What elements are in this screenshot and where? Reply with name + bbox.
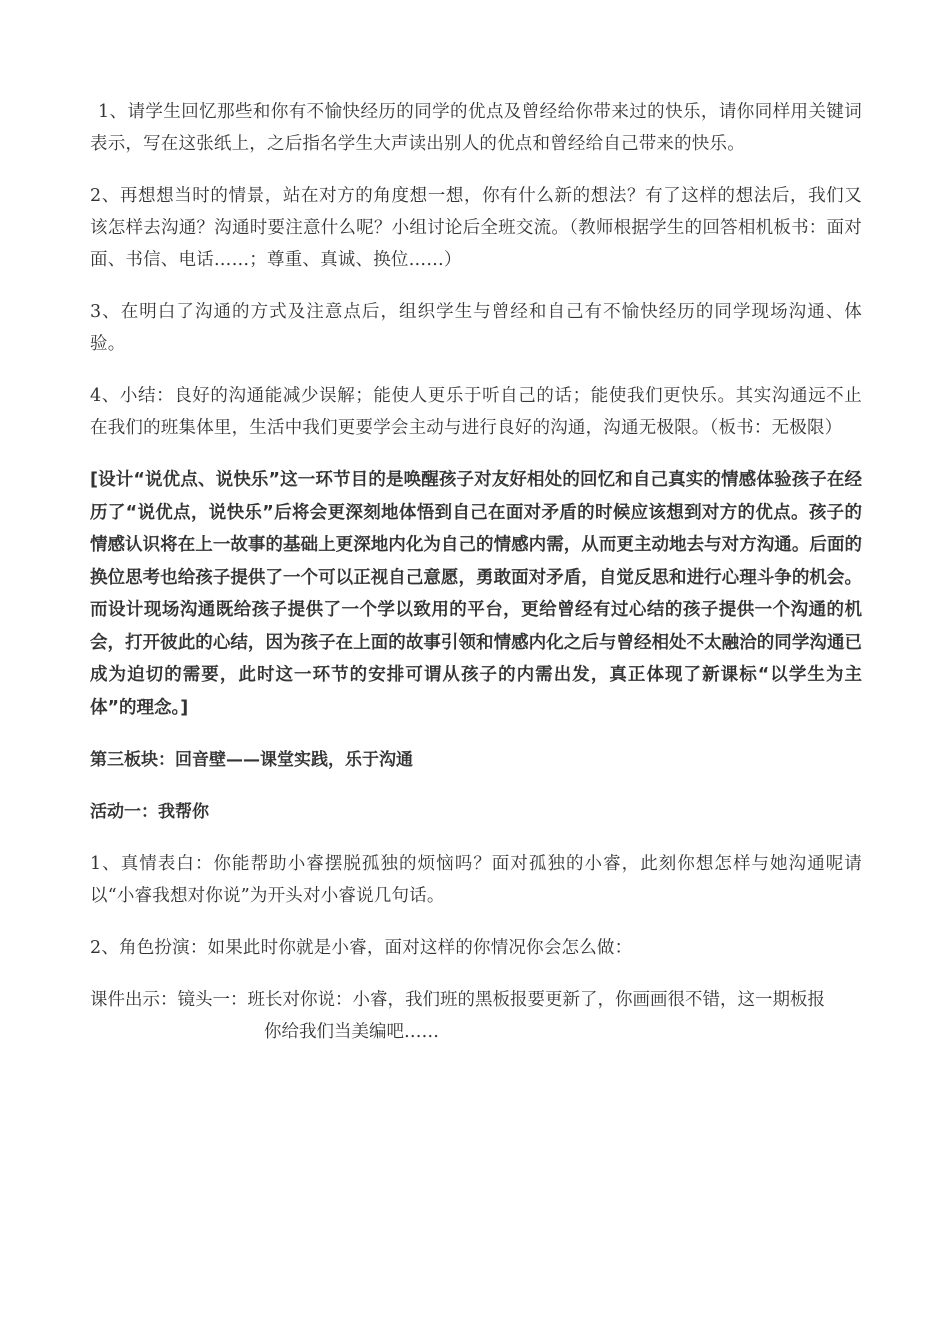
paragraph-4: 4、小结：良好的沟通能减少误解；能使人更乐于听自己的话；能使我们更快乐。其实沟通远不止在我们的班集体里，生活中我们更要学会主动与进行良好的沟通，沟通无极限。（板书：无极限） bbox=[90, 386, 862, 438]
document-page bbox=[90, 96, 862, 1048]
section-heading: 第三板块：回音壁——课堂实践，乐于沟通 bbox=[90, 750, 413, 770]
activity-item-1: 1、真情表白：你能帮助小睿摆脱孤独的烦恼吗？面对孤独的小睿，此刻你想怎样与她沟通呢请以“小睿我想对你说”为开头对小睿说几句话。 bbox=[90, 854, 862, 906]
courseware-line-2: 你给我们当美编吧…… bbox=[264, 1022, 439, 1042]
paragraph-2: 2、再想想当时的情景，站在对方的角度想一想，你有什么新的想法？有了这样的想法后，我们又该怎样去沟通？沟通时要注意什么呢？小组讨论后全班交流。（教师根据学生的回答相机板书：面对面、书信、电话……；尊重、真诚、换位……） bbox=[90, 186, 862, 270]
paragraph-1: 1、请学生回忆那些和你有不愉快经历的同学的优点及曾经给你带来过的快乐，请你同样用关键词表示，写在这张纸上，之后指名学生大声读出别人的优点和曾经给自己带来的快乐。 bbox=[90, 102, 862, 154]
activity-heading: 活动一：我帮你 bbox=[90, 802, 209, 822]
design-note: [设计“说优点、说快乐”这一环节目的是唤醒孩子对友好相处的回忆和自己真实的情感体验孩子在经历了“说优点，说快乐”后将会更深刻地体悟到自己在面对矛盾的时候应该想到对方的优点。孩子的情感认识将在上一故事的基础上更深地内化为自己的情感内需，从而更主动地去与对方沟通。后面的换位思考也给孩子提供了一个可以正视自己意愿，勇敢面对矛盾，自觉反思和进行心理斗争的机会。而设计现场沟通既给孩子提供了一个学以致用的平台，更给曾经有过心结的孩子提供一个沟通的机会，打开彼此的心结，因为孩子在上面的故事引领和情感内化之后与曾经相处不太融洽的同学沟通已成为迫切的需要，此时这一环节的安排可谓从孩子的内需出发，真正体现了新课标“以学生为主体”的理念。] bbox=[90, 470, 862, 718]
paragraph-3: 3、在明白了沟通的方式及注意点后，组织学生与曾经和自己有不愉快经历的同学现场沟通、体验。 bbox=[90, 302, 862, 354]
courseware-line-1: 课件出示：镜头一：班长对你说：小睿，我们班的黑板报要更新了，你画画很不错，这一期板报 bbox=[90, 990, 825, 1010]
activity-item-2: 2、角色扮演：如果此时你就是小睿，面对这样的你情况你会怎么做： bbox=[90, 938, 633, 958]
